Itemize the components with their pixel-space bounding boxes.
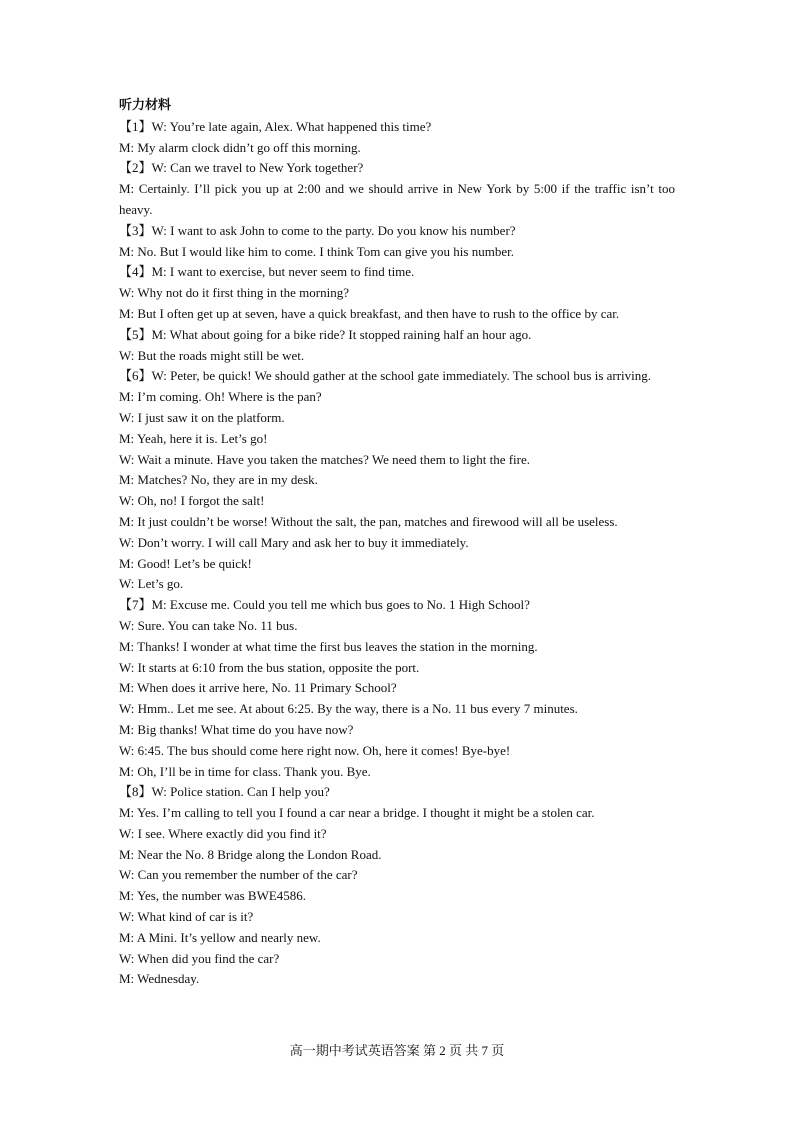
transcript-line: W: Sure. You can take No. 11 bus. [119, 617, 298, 633]
transcript-line: M: Yes. I’m calling to tell you I found a car near a bridge. I thought it might be a stolen car. [119, 805, 595, 821]
transcript-line: M: A Mini. It’s yellow and nearly new. [119, 929, 321, 945]
transcript-line: W: What kind of car is it? [119, 909, 254, 925]
transcript-line: M: Near the No. 8 Bridge along the London Road. [119, 846, 382, 862]
transcript-line: W: Don’t worry. I will call Mary and ask her to buy it immediately. [119, 534, 469, 550]
transcript-line: M: Big thanks! What time do you have now? [119, 721, 354, 737]
listening-transcript [119, 96, 675, 990]
transcript-line: W: I see. Where exactly did you find it? [119, 825, 327, 841]
transcript-line: M: Yes, the number was BWE4586. [119, 888, 307, 904]
transcript-line: M: But I often get up at seven, have a quick breakfast, and then have to rush to the office by car. [119, 305, 620, 321]
transcript-line: M: Certainly. I’ll pick you up at 2:00 and we should arrive in New York by 5:00 if the traffic isn’t too heavy. [119, 181, 675, 217]
transcript-line: 【4】M: I want to exercise, but never seem to find time. [119, 264, 415, 280]
transcript-line: M: Wednesday. [119, 971, 200, 987]
page-footer: 高一期中考试英语答案 第 2 页 共 7 页 [289, 1043, 505, 1058]
transcript-line: W: Can you remember the number of the car? [119, 867, 358, 883]
transcript-line: 【6】W: Peter, be quick! We should gather at the school gate immediately. The school bus is arriving. [119, 368, 652, 384]
transcript-line: M: When does it arrive here, No. 11 Primary School? [119, 680, 397, 696]
transcript-line: M: No. But I would like him to come. I think Tom can give you his number. [119, 243, 514, 259]
transcript-line: W: I just saw it on the platform. [119, 409, 285, 425]
transcript-line: W: Hmm.. Let me see. At about 6:25. By the way, there is a No. 11 bus every 7 minutes. [119, 701, 578, 717]
section-title: 听力材料 [119, 98, 172, 113]
transcript-line: M: It just couldn’t be worse! Without the salt, the pan, matches and firewood will all be useless. [119, 513, 618, 529]
transcript-line: W: Wait a minute. Have you taken the matches? We need them to light the fire. [119, 451, 531, 467]
transcript-line: W: It starts at 6:10 from the bus station, opposite the port. [119, 659, 420, 675]
transcript-line: W: Let’s go. [119, 576, 184, 592]
transcript-line: M: My alarm clock didn’t go off this morning. [119, 139, 361, 155]
transcript-line: 【2】W: Can we travel to New York together? [119, 160, 364, 176]
transcript-line: W: When did you find the car? [119, 950, 280, 966]
transcript-line: 【1】W: You’re late again, Alex. What happened this time? [119, 118, 432, 134]
transcript-line: M: Yeah, here it is. Let’s go! [119, 430, 268, 446]
transcript-line: M: Good! Let’s be quick! [119, 555, 252, 571]
transcript-line: M: Matches? No, they are in my desk. [119, 472, 318, 488]
transcript-line: W: Oh, no! I forgot the salt! [119, 493, 265, 509]
transcript-line: 【3】W: I want to ask John to come to the party. Do you know his number? [119, 222, 516, 238]
transcript-line: M: I’m coming. Oh! Where is the pan? [119, 389, 322, 405]
transcript-line: 【5】M: What about going for a bike ride? It stopped raining half an hour ago. [119, 326, 532, 342]
transcript-line: M: Oh, I’ll be in time for class. Thank you. Bye. [119, 763, 371, 779]
transcript-line: W: 6:45. The bus should come here right now. Oh, here it comes! Bye-bye! [119, 742, 511, 758]
transcript-line: 【7】M: Excuse me. Could you tell me which bus goes to No. 1 High School? [119, 597, 530, 613]
transcript-line: W: Why not do it first thing in the morning? [119, 285, 350, 301]
transcript-line: M: Thanks! I wonder at what time the first bus leaves the station in the morning. [119, 638, 538, 654]
transcript-line: W: But the roads might still be wet. [119, 347, 305, 363]
transcript-line: 【8】W: Police station. Can I help you? [119, 784, 330, 800]
